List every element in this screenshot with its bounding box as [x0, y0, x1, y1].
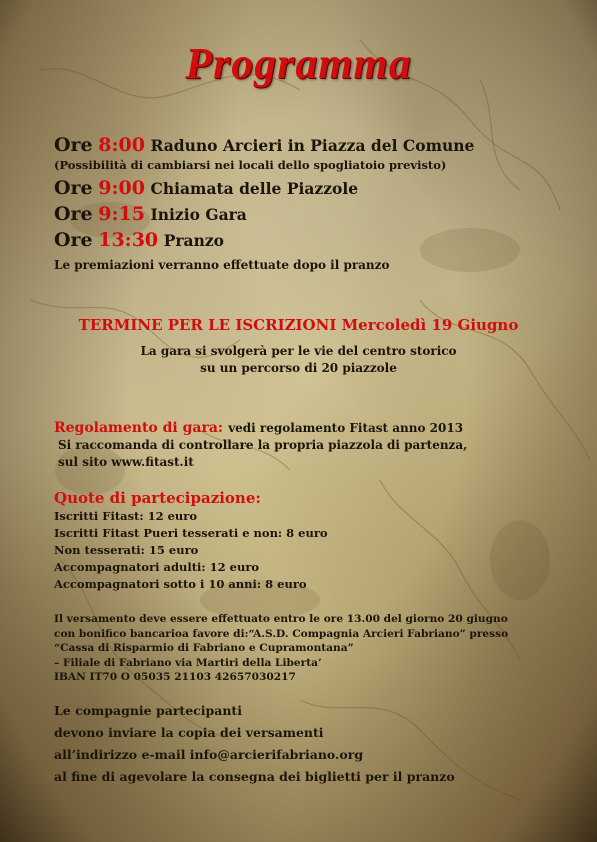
schedule-text: Pranzo — [163, 231, 224, 250]
fee-item: Accompagnatori sotto i 10 anni: 8 euro — [54, 577, 307, 591]
schedule-row — [54, 231, 474, 250]
schedule-time: 9:15 — [98, 203, 145, 225]
page-title: Programma — [185, 39, 412, 88]
schedule — [54, 136, 474, 250]
fees-heading: Quote di partecipazione: — [54, 489, 261, 507]
schedule-label: Ore — [54, 229, 93, 251]
payment-line: con bonifico bancarioa favore di:“A.S.D. Compagnia Arcieri Fabriano” presso — [54, 627, 509, 640]
fee-item: Iscritti Fitast: 12 euro — [54, 509, 198, 523]
schedule-row — [54, 179, 474, 198]
closing-section — [54, 700, 455, 788]
rules-section — [54, 418, 467, 471]
schedule-text: Raduno Arcieri in Piazza del Comune — [150, 136, 475, 155]
closing-line: devono inviare la copia dei versamenti — [54, 725, 324, 740]
schedule-label: Ore — [54, 177, 93, 199]
payment-section — [54, 612, 508, 685]
fee-item: Non tesserati: 15 euro — [54, 543, 199, 557]
schedule-time: 13:30 — [98, 229, 159, 251]
schedule-label: Ore — [54, 134, 93, 156]
schedule-time: 8:00 — [98, 134, 145, 156]
route-line: su un percorso di 20 piazzole — [200, 361, 397, 375]
payment-line: – Filiale di Fabriano via Martiri della Liberta’ — [54, 656, 322, 669]
rules-line: sul sito www.fitast.it — [58, 455, 194, 469]
fees-section — [54, 489, 328, 593]
schedule-note: (Possibilità di cambiarsi nei locali dello spogliatoio previsto) — [54, 158, 447, 172]
schedule-text: Inizio Gara — [150, 205, 247, 224]
schedule-row — [54, 205, 474, 224]
schedule-time: 9:00 — [98, 177, 145, 199]
fee-item: Accompagnatori adulti: 12 euro — [54, 560, 260, 574]
route-line: La gara si svolgerà per le vie del centro storico — [140, 344, 457, 358]
payment-line: “Cassa di Risparmio di Fabriano e Cupramontana” — [54, 642, 354, 654]
schedule-row — [54, 136, 474, 155]
closing-line: Le compagnie partecipanti — [54, 703, 242, 718]
rules-text: vedi regolamento Fitast anno 2013 — [228, 421, 464, 435]
awards-note: Le premiazioni verranno effettuate dopo il pranzo — [54, 258, 390, 272]
iban: IBAN IT70 O 05035 21103 42657030217 — [54, 671, 296, 683]
closing-line: al fine di agevolare la consegna dei biglietti per il pranzo — [54, 769, 455, 784]
route-info — [0, 343, 597, 377]
schedule-text: Chiamata delle Piazzole — [150, 179, 359, 198]
closing-line: all’indirizzo e-mail info@arcierifabriano.org — [54, 747, 364, 762]
rules-heading: Regolamento di gara: — [54, 420, 224, 436]
fee-item: Iscritti Fitast Pueri tesserati e non: 8 euro — [54, 526, 328, 540]
payment-line: Il versamento deve essere effettuato entro le ore 13.00 del giorno 20 giugno — [54, 613, 508, 625]
registration-deadline: TERMINE PER LE ISCRIZIONI Mercoledì 19 Giugno — [78, 316, 519, 334]
rules-line: Si raccomanda di controllare la propria piazzola di partenza, — [58, 438, 468, 452]
schedule-label: Ore — [54, 203, 93, 225]
